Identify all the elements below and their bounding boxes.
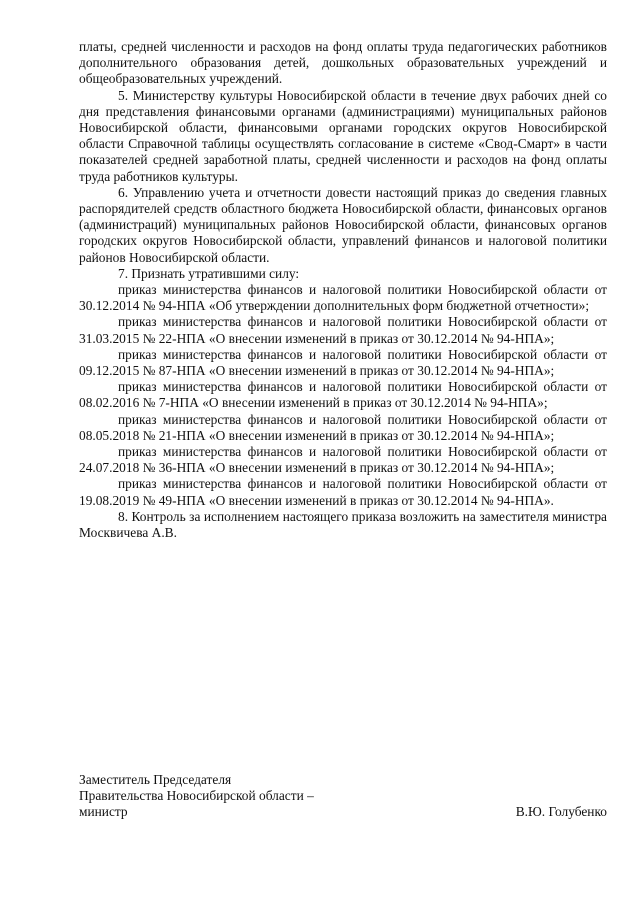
signer-title-line-1: Заместитель Председателя	[79, 772, 232, 787]
signer-row	[79, 804, 607, 820]
paragraph-1: 5. Министерству культуры Новосибирской области в течение двух рабочих дней со дня представления финансовыми органами (администрациями) муниципальных районов Новосибирской области, финансовыми органами городских округов Новосибирской области Справочной таблицы осуществлять согласование в системе «Свод-Смарт» в части показателей средней заработной платы, средней численности и расходов на фонд оплаты труда работников культуры.	[79, 87, 607, 184]
paragraph-0: платы, средней численности и расходов на фонд оплаты труда педагогических работников дополнительного образования детей, дошкольных образовательных учреждений и общеобразовательных учреждений.	[79, 39, 607, 87]
paragraph-11: 8. Контроль за исполнением настоящего приказа возложить на заместителя министра Москвичева А.В.	[79, 508, 607, 541]
paragraph-3: 7. Признать утратившими силу:	[118, 265, 300, 281]
paragraph-5: приказ министерства финансов и налоговой политики Новосибирской области от 31.03.2015 № 22-НПА «О внесении изменений в приказ от 30.12.2014 № 94-НПА»;	[79, 314, 607, 346]
paragraph-10: приказ министерства финансов и налоговой политики Новосибирской области от 19.08.2019 № 49-НПА «О внесении изменений в приказ от 30.12.2014 № 94-НПА».	[79, 476, 607, 508]
paragraph-6: приказ министерства финансов и налоговой политики Новосибирской области от 09.12.2015 № 87-НПА «О внесении изменений в приказ от 30.12.2014 № 94-НПА»;	[79, 346, 607, 379]
paragraph-8: приказ министерства финансов и налоговой политики Новосибирской области от 08.05.2018 № 21-НПА «О внесении изменений в приказ от 30.12.2014 № 94-НПА»;	[79, 411, 607, 443]
document-body	[79, 39, 607, 541]
paragraph-4: приказ министерства финансов и налоговой политики Новосибирской области от 30.12.2014 № 94-НПА «Об утверждении дополнительных форм бюджетной отчетности»;	[79, 282, 607, 314]
signature-block	[79, 772, 607, 821]
paragraph-7: приказ министерства финансов и налоговой политики Новосибирской области от 08.02.2016 № 7-НПА «О внесении изменений в приказ от 30.12.2014 № 94-НПА»;	[79, 379, 607, 411]
signer-position: министр	[79, 804, 128, 820]
signer-name: В.Ю. Голубенко	[515, 804, 607, 820]
signer-title-line-2: Правительства Новосибирской области –	[79, 788, 314, 804]
paragraph-2: 6. Управлению учета и отчетности довести настоящий приказ до сведения главных распорядителей средств областного бюджета Новосибирской области, финансовых органов (администраций) муниципальных районов Новосибирской области, финансовых органов городских округов Новосибирской области, управлений финансов и налоговой политики районов Новосибирской области.	[79, 184, 607, 265]
paragraph-9: приказ министерства финансов и налоговой политики Новосибирской области от 24.07.2018 № 36-НПА «О внесении изменений в приказ от 30.12.2014 № 94-НПА»;	[79, 444, 607, 476]
